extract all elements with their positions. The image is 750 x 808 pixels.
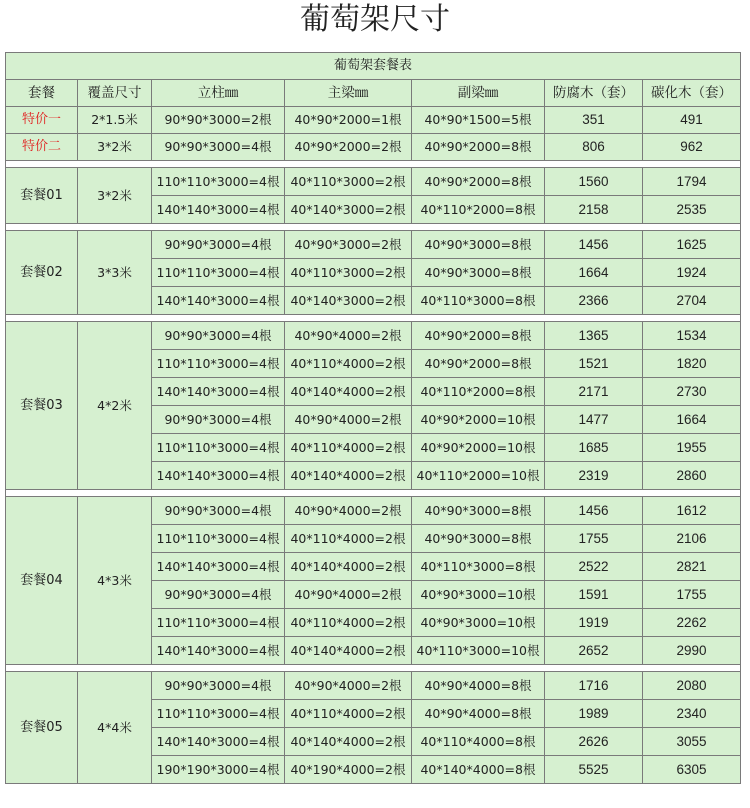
special-offer-name: 特价一 — [6, 107, 78, 134]
separator-cell — [6, 315, 741, 322]
main-beam-spec: 40*90*2000=2根 — [285, 134, 412, 161]
anticorrosive-price: 1477 — [545, 406, 643, 434]
carbonized-price: 2990 — [643, 637, 741, 665]
pillar-spec: 140*140*3000=4根 — [152, 287, 285, 315]
coverage-size: 4*2米 — [78, 322, 152, 490]
main-beam-spec: 40*140*4000=2根 — [285, 637, 412, 665]
pillar-spec: 140*140*3000=4根 — [152, 553, 285, 581]
main-beam-spec: 40*110*4000=2根 — [285, 350, 412, 378]
anticorrosive-price: 2522 — [545, 553, 643, 581]
package-name: 套餐01 — [6, 168, 78, 224]
package-table — [5, 52, 741, 784]
special-offer-row — [6, 134, 741, 161]
group-separator — [6, 490, 741, 497]
sub-beam-spec: 40*90*2000=8根 — [412, 168, 545, 196]
main-beam-spec: 40*90*3000=2根 — [285, 231, 412, 259]
carbonized-price: 2262 — [643, 609, 741, 637]
special-offer-name: 特价二 — [6, 134, 78, 161]
anticorrosive-price: 2626 — [545, 728, 643, 756]
group-separator — [6, 665, 741, 672]
carbonized-price: 962 — [643, 134, 741, 161]
anticorrosive-price: 1716 — [545, 672, 643, 700]
coverage-size: 3*2米 — [78, 134, 152, 161]
anticorrosive-price: 1560 — [545, 168, 643, 196]
package-row — [6, 168, 741, 196]
header-pillar: 立柱㎜ — [152, 80, 285, 107]
anticorrosive-price: 351 — [545, 107, 643, 134]
pillar-spec: 140*140*3000=4根 — [152, 462, 285, 490]
anticorrosive-price: 1591 — [545, 581, 643, 609]
anticorrosive-price: 1685 — [545, 434, 643, 462]
sub-beam-spec: 40*90*2000=10根 — [412, 434, 545, 462]
main-beam-spec: 40*110*3000=2根 — [285, 259, 412, 287]
anticorrosive-price: 1456 — [545, 231, 643, 259]
carbonized-price: 2080 — [643, 672, 741, 700]
pillar-spec: 110*110*3000=4根 — [152, 259, 285, 287]
package-row — [6, 672, 741, 700]
header-sub-beam: 副梁㎜ — [412, 80, 545, 107]
separator-cell — [6, 224, 741, 231]
sub-beam-spec: 40*90*1500=5根 — [412, 107, 545, 134]
package-row — [6, 322, 741, 350]
main-beam-spec: 40*110*4000=2根 — [285, 525, 412, 553]
pillar-spec: 90*90*3000=4根 — [152, 322, 285, 350]
main-beam-spec: 40*110*4000=2根 — [285, 700, 412, 728]
anticorrosive-price: 2158 — [545, 196, 643, 224]
pillar-spec: 110*110*3000=4根 — [152, 700, 285, 728]
pillar-spec: 90*90*3000=4根 — [152, 134, 285, 161]
carbonized-price: 2821 — [643, 553, 741, 581]
carbonized-price: 1755 — [643, 581, 741, 609]
main-beam-spec: 40*90*4000=2根 — [285, 322, 412, 350]
sub-beam-spec: 40*110*2000=10根 — [412, 462, 545, 490]
header-main-beam: 主梁㎜ — [285, 80, 412, 107]
sub-beam-spec: 40*110*2000=8根 — [412, 378, 545, 406]
carbonized-price: 2704 — [643, 287, 741, 315]
carbonized-price: 1794 — [643, 168, 741, 196]
main-beam-spec: 40*110*4000=2根 — [285, 434, 412, 462]
header-coverage-size: 覆盖尺寸 — [78, 80, 152, 107]
sub-beam-spec: 40*90*3000=8根 — [412, 259, 545, 287]
coverage-size: 2*1.5米 — [78, 107, 152, 134]
carbonized-price: 491 — [643, 107, 741, 134]
sub-beam-spec: 40*90*3000=8根 — [412, 497, 545, 525]
anticorrosive-price: 1755 — [545, 525, 643, 553]
main-beam-spec: 40*190*4000=2根 — [285, 756, 412, 784]
page-title: 葡萄架尺寸 — [300, 2, 450, 37]
main-beam-spec: 40*140*4000=2根 — [285, 728, 412, 756]
main-beam-spec: 40*90*4000=2根 — [285, 581, 412, 609]
main-beam-spec: 40*110*4000=2根 — [285, 609, 412, 637]
sub-beam-spec: 40*90*2000=8根 — [412, 134, 545, 161]
main-beam-spec: 40*90*2000=1根 — [285, 107, 412, 134]
carbonized-price: 1625 — [643, 231, 741, 259]
sub-beam-spec: 40*90*3000=10根 — [412, 581, 545, 609]
anticorrosive-price: 806 — [545, 134, 643, 161]
carbonized-price: 1612 — [643, 497, 741, 525]
anticorrosive-price: 2366 — [545, 287, 643, 315]
sub-beam-spec: 40*90*2000=8根 — [412, 350, 545, 378]
pillar-spec: 90*90*3000=4根 — [152, 406, 285, 434]
main-beam-spec: 40*140*4000=2根 — [285, 378, 412, 406]
anticorrosive-price: 1989 — [545, 700, 643, 728]
anticorrosive-price: 1456 — [545, 497, 643, 525]
sub-beam-spec: 40*110*3000=8根 — [412, 553, 545, 581]
pillar-spec: 110*110*3000=4根 — [152, 434, 285, 462]
sub-beam-spec: 40*90*3000=10根 — [412, 609, 545, 637]
coverage-size: 3*2米 — [78, 168, 152, 224]
sub-beam-spec: 40*140*4000=8根 — [412, 756, 545, 784]
sub-beam-spec: 40*90*4000=8根 — [412, 700, 545, 728]
sub-beam-spec: 40*90*2000=8根 — [412, 322, 545, 350]
package-name: 套餐02 — [6, 231, 78, 315]
anticorrosive-price: 1365 — [545, 322, 643, 350]
separator-cell — [6, 490, 741, 497]
pillar-spec: 90*90*3000=4根 — [152, 497, 285, 525]
anticorrosive-price: 1521 — [545, 350, 643, 378]
coverage-size: 3*3米 — [78, 231, 152, 315]
pillar-spec: 140*140*3000=4根 — [152, 196, 285, 224]
package-name: 套餐05 — [6, 672, 78, 784]
anticorrosive-price: 2319 — [545, 462, 643, 490]
main-beam-spec: 40*90*4000=2根 — [285, 406, 412, 434]
main-beam-spec: 40*140*4000=2根 — [285, 553, 412, 581]
anticorrosive-price: 2171 — [545, 378, 643, 406]
package-row — [6, 231, 741, 259]
carbonized-price: 1955 — [643, 434, 741, 462]
group-separator — [6, 161, 741, 168]
anticorrosive-price: 5525 — [545, 756, 643, 784]
coverage-size: 4*4米 — [78, 672, 152, 784]
carbonized-price: 3055 — [643, 728, 741, 756]
separator-cell — [6, 665, 741, 672]
carbonized-price: 1820 — [643, 350, 741, 378]
pillar-spec: 90*90*3000=2根 — [152, 107, 285, 134]
sub-beam-spec: 40*110*2000=8根 — [412, 196, 545, 224]
table-caption-row — [6, 53, 741, 80]
package-row — [6, 497, 741, 525]
carbonized-price: 2340 — [643, 700, 741, 728]
carbonized-price: 6305 — [643, 756, 741, 784]
main-beam-spec: 40*140*3000=2根 — [285, 287, 412, 315]
pillar-spec: 140*140*3000=4根 — [152, 378, 285, 406]
pillar-spec: 110*110*3000=4根 — [152, 350, 285, 378]
table-header-row — [6, 80, 741, 107]
table-caption: 葡萄架套餐表 — [6, 53, 741, 80]
carbonized-price: 2106 — [643, 525, 741, 553]
pillar-spec: 110*110*3000=4根 — [152, 168, 285, 196]
sub-beam-spec: 40*110*3000=8根 — [412, 287, 545, 315]
sub-beam-spec: 40*90*3000=8根 — [412, 525, 545, 553]
carbonized-price: 1534 — [643, 322, 741, 350]
pillar-spec: 90*90*3000=4根 — [152, 672, 285, 700]
header-package: 套餐 — [6, 80, 78, 107]
main-beam-spec: 40*110*3000=2根 — [285, 168, 412, 196]
carbonized-price: 2730 — [643, 378, 741, 406]
main-beam-spec: 40*90*4000=2根 — [285, 672, 412, 700]
main-beam-spec: 40*140*3000=2根 — [285, 196, 412, 224]
package-name: 套餐03 — [6, 322, 78, 490]
separator-cell — [6, 161, 741, 168]
group-separator — [6, 315, 741, 322]
pillar-spec: 110*110*3000=4根 — [152, 609, 285, 637]
anticorrosive-price: 1919 — [545, 609, 643, 637]
coverage-size: 4*3米 — [78, 497, 152, 665]
special-offer-row — [6, 107, 741, 134]
package-name: 套餐04 — [6, 497, 78, 665]
pillar-spec: 90*90*3000=4根 — [152, 231, 285, 259]
pillar-spec: 190*190*3000=4根 — [152, 756, 285, 784]
carbonized-price: 2535 — [643, 196, 741, 224]
sub-beam-spec: 40*110*3000=10根 — [412, 637, 545, 665]
pillar-spec: 140*140*3000=4根 — [152, 637, 285, 665]
sub-beam-spec: 40*90*3000=8根 — [412, 231, 545, 259]
carbonized-price: 2860 — [643, 462, 741, 490]
sub-beam-spec: 40*90*4000=8根 — [412, 672, 545, 700]
carbonized-price: 1924 — [643, 259, 741, 287]
header-carbonized-wood: 碳化木（套） — [643, 80, 741, 107]
anticorrosive-price: 1664 — [545, 259, 643, 287]
main-beam-spec: 40*90*4000=2根 — [285, 497, 412, 525]
pillar-spec: 140*140*3000=4根 — [152, 728, 285, 756]
pillar-spec: 90*90*3000=4根 — [152, 581, 285, 609]
pillar-spec: 110*110*3000=4根 — [152, 525, 285, 553]
header-anticorrosive-wood: 防腐木（套） — [545, 80, 643, 107]
anticorrosive-price: 2652 — [545, 637, 643, 665]
sub-beam-spec: 40*110*4000=8根 — [412, 728, 545, 756]
carbonized-price: 1664 — [643, 406, 741, 434]
main-beam-spec: 40*140*4000=2根 — [285, 462, 412, 490]
group-separator — [6, 224, 741, 231]
sub-beam-spec: 40*90*2000=10根 — [412, 406, 545, 434]
